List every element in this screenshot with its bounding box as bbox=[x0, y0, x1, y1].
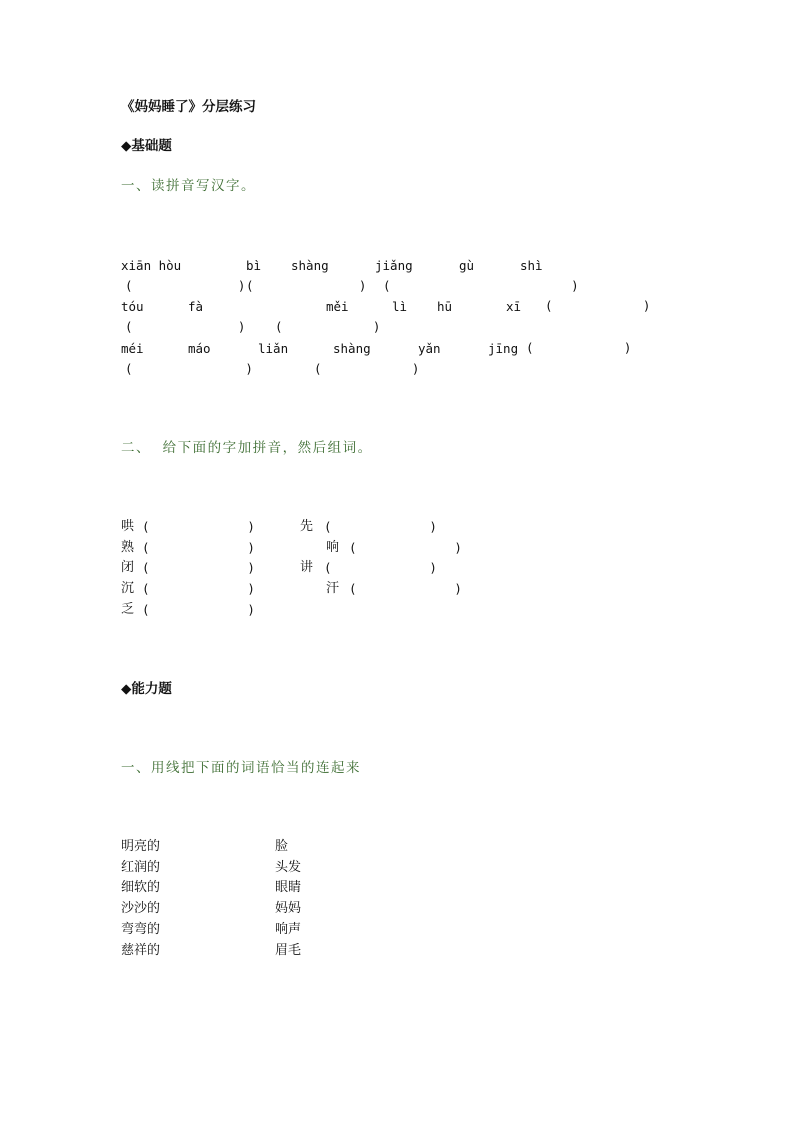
pinyin-jing: jīng bbox=[488, 341, 519, 356]
match-right-word[interactable]: 眼睛 bbox=[275, 880, 302, 895]
char-fa: 乏 bbox=[121, 602, 135, 617]
char-jiang: 讲 bbox=[300, 560, 314, 575]
pinyin-shi: shì bbox=[520, 258, 543, 273]
pinyin-mei: měi bbox=[326, 299, 349, 314]
section-ability-heading: ◆能力题 bbox=[121, 681, 172, 697]
answer-blank[interactable]: ( ) bbox=[275, 319, 381, 334]
char-chen: 沉 bbox=[121, 581, 135, 596]
answer-blank[interactable]: ( ) bbox=[383, 278, 579, 293]
char-xian: 先 bbox=[300, 519, 314, 534]
answer-blank[interactable]: ( ) bbox=[142, 519, 255, 534]
pinyin-hu: hū bbox=[437, 299, 453, 314]
section-basic-heading: ◆基础题 bbox=[121, 138, 172, 154]
pinyin-shang2: shàng bbox=[333, 341, 371, 356]
pinyin-xianhou: xiān hòu bbox=[121, 258, 182, 273]
pinyin-mao: máo bbox=[188, 341, 211, 356]
answer-blank[interactable]: ( ) bbox=[324, 519, 437, 534]
match-left-word[interactable]: 沙沙的 bbox=[121, 901, 161, 916]
pinyin-xi: xī bbox=[506, 299, 522, 314]
answer-blank[interactable]: ( ) bbox=[314, 361, 420, 376]
match-right-word[interactable]: 头发 bbox=[275, 860, 302, 875]
match-right-word[interactable]: 响声 bbox=[275, 922, 302, 937]
pinyin-bi: bì bbox=[246, 258, 262, 273]
pinyin-jiang: jiǎng bbox=[375, 258, 413, 273]
answer-blank[interactable]: ( ) bbox=[526, 340, 632, 355]
answer-blank[interactable]: ( ) bbox=[142, 602, 255, 617]
char-hong: 哄 bbox=[121, 519, 135, 534]
answer-blank[interactable]: ( ) bbox=[125, 361, 253, 376]
pinyin-shang: shàng bbox=[291, 258, 329, 273]
answer-blank[interactable]: ( ) bbox=[246, 278, 367, 293]
answer-blank[interactable]: ( ) bbox=[142, 560, 255, 575]
pinyin-li: lì bbox=[392, 299, 408, 314]
match-left-word[interactable]: 红润的 bbox=[121, 860, 161, 875]
answer-blank[interactable]: ( ) bbox=[324, 560, 437, 575]
answer-blank[interactable]: ( ) bbox=[349, 540, 462, 555]
char-shu: 熟 bbox=[121, 540, 135, 555]
q3-heading: 一、用线把下面的词语恰当的连起来 bbox=[121, 760, 361, 776]
match-left-word[interactable]: 细软的 bbox=[121, 880, 161, 895]
pinyin-gu: gù bbox=[459, 258, 475, 273]
q1-heading: 一、读拼音写汉字。 bbox=[121, 178, 256, 194]
pinyin-yan: yǎn bbox=[418, 341, 441, 356]
answer-blank[interactable]: ( ) bbox=[125, 278, 246, 293]
answer-blank[interactable]: ( ) bbox=[125, 319, 246, 334]
answer-blank[interactable]: ( ) bbox=[545, 298, 651, 313]
match-right-word[interactable]: 妈妈 bbox=[275, 901, 302, 916]
q2-heading: 二、 给下面的字加拼音，然后组词。 bbox=[121, 440, 373, 456]
char-bi: 闭 bbox=[121, 560, 135, 575]
pinyin-fa: fà bbox=[188, 299, 204, 314]
char-han: 汗 bbox=[326, 581, 340, 596]
match-left-word[interactable]: 弯弯的 bbox=[121, 922, 161, 937]
answer-blank[interactable]: ( ) bbox=[349, 581, 462, 596]
match-right-word[interactable]: 眉毛 bbox=[275, 943, 302, 958]
match-left-word[interactable]: 慈祥的 bbox=[121, 943, 161, 958]
match-left-word[interactable]: 明亮的 bbox=[121, 839, 161, 854]
page-title: 《妈妈睡了》分层练习 bbox=[121, 99, 256, 115]
pinyin-lian: liǎn bbox=[258, 341, 289, 356]
pinyin-tou: tóu bbox=[121, 299, 144, 314]
pinyin-mei2: méi bbox=[121, 341, 144, 356]
answer-blank[interactable]: ( ) bbox=[142, 540, 255, 555]
answer-blank[interactable]: ( ) bbox=[142, 581, 255, 596]
match-right-word[interactable]: 脸 bbox=[275, 839, 289, 854]
char-xiang: 响 bbox=[326, 540, 340, 555]
